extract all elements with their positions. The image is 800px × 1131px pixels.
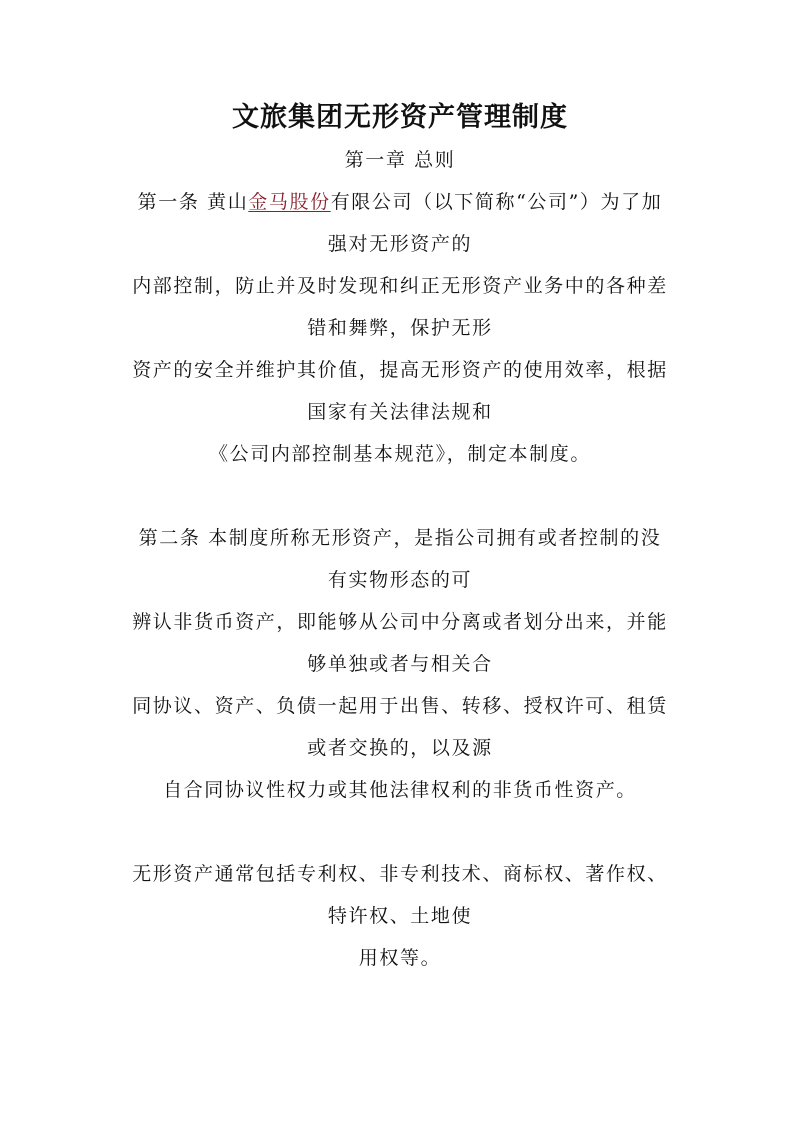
article2-line: 够单独或者与相关合 [307,653,493,675]
article2-line: 或者交换的，以及源 [307,737,493,759]
article2-line: 第二条 本制度所称无形资产，是指公司拥有或者控制的没 [138,527,662,549]
chapter-heading: 第一章 总则 [344,149,456,171]
article1-line: 内部控制，防止并及时发现和纠正无形资产业务中的各种差 [132,275,668,297]
article1-line1-prefix: 第一条 黄山 [137,191,249,213]
article1-line: 强对无形资产的 [327,233,473,255]
article1-line: 《公司内部控制基本规范》，制定本制度。 [209,443,591,465]
article1-line: 国家有关法律法规和 [307,401,493,423]
article1-line: 资产的安全并维护其价值，提高无形资产的使用效率，根据 [132,359,668,381]
article2-line: 辨认非货币资产，即能够从公司中分离或者划分出来，并能 [132,611,668,633]
article2-line: 同协议、资产、负债一起用于出售、转移、授权许可、租赁 [132,695,668,717]
paragraph3-line: 无形资产通常包括专利权、非专利技术、商标权、著作权、 [132,863,668,885]
paragraph3-line: 用权等。 [358,947,442,969]
article1-line [0,188,800,216]
article2-line: 自合同协议性权力或其他法律权利的非货币性资产。 [163,779,637,801]
article1-line1-suffix: 有限公司（以下简称“公司”）为了加 [330,191,663,213]
paragraph3-line: 特许权、土地使 [327,905,473,927]
article2-line: 有实物形态的可 [327,569,473,591]
article1-line: 错和舞弊，保护无形 [307,317,493,339]
document-title: 文旅集团无形资产管理制度 [232,102,568,133]
company-name-link[interactable]: 金马股份 [248,191,331,213]
